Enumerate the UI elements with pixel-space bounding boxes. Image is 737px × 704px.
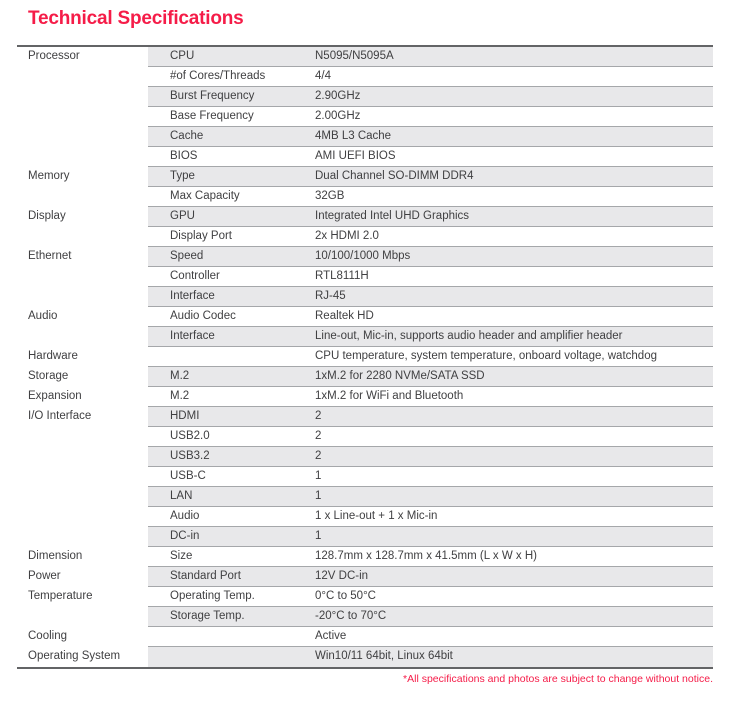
spec-band [148,627,713,647]
table-row [17,347,713,367]
spec-label-cell: USB2.0 [170,430,210,442]
table-row [17,467,713,487]
category-cell [17,487,148,507]
spec-label-cell: Base Frequency [170,110,254,122]
table-row [17,227,713,247]
table-row [17,87,713,107]
spec-value-cell: AMI UEFI BIOS [315,150,396,162]
spec-label-cell: Operating Temp. [170,590,255,602]
spec-band [148,107,713,127]
spec-value-cell: 128.7mm x 128.7mm x 41.5mm (L x W x H) [315,550,537,562]
table-row [17,507,713,527]
spec-label-cell: Max Capacity [170,190,240,202]
category-cell: Dimension [17,547,148,567]
spec-band [148,147,713,167]
spec-label-cell: USB3.2 [170,450,210,462]
category-cell: Operating System [17,647,148,667]
category-cell [17,327,148,347]
spec-value-cell: RJ-45 [315,290,346,302]
spec-value-cell: Line-out, Mic-in, supports audio header and amplifier header [315,330,623,342]
category-cell [17,227,148,247]
page-title: Technical Specifications [28,8,244,29]
spec-label-cell: Size [170,550,193,562]
spec-label-cell: Speed [170,250,204,262]
category-cell: Storage [17,367,148,387]
spec-value-cell: Dual Channel SO-DIMM DDR4 [315,170,474,182]
spec-value-cell: 1 [315,530,322,542]
spec-value-cell: Win10/11 64bit, Linux 64bit [315,650,453,662]
spec-label-cell: Interface [170,290,215,302]
spec-label-cell: HDMI [170,410,200,422]
spec-band [148,267,713,287]
table-row [17,107,713,127]
spec-value-cell: 0°C to 50°C [315,590,376,602]
table-row [17,407,713,427]
spec-band [148,447,713,467]
spec-label-cell: Audio [170,510,200,522]
table-row [17,387,713,407]
category-cell [17,67,148,87]
spec-value-cell: -20°C to 70°C [315,610,387,622]
spec-value-cell: 1 [315,470,322,482]
spec-band [148,567,713,587]
category-cell: Ethernet [17,247,148,267]
spec-value-cell: 2 [315,430,322,442]
spec-label-cell: Display Port [170,230,232,242]
spec-value-cell: 4/4 [315,70,331,82]
category-cell [17,187,148,207]
spec-label-cell: GPU [170,210,195,222]
spec-value-cell: 1xM.2 for WiFi and Bluetooth [315,390,464,402]
table-row [17,427,713,447]
table-row [17,367,713,387]
spec-value-cell: CPU temperature, system temperature, onboard voltage, watchdog [315,350,657,362]
table-row [17,607,713,627]
spec-value-cell: 2 [315,450,322,462]
spec-label-cell [148,347,315,366]
spec-band [148,587,713,607]
footnote: *All specifications and photos are subject to change without notice. [403,673,713,685]
spec-value-cell: RTL8111H [315,270,369,282]
category-cell: Temperature [17,587,148,607]
spec-label-cell: Standard Port [170,570,241,582]
table-row [17,167,713,187]
spec-value-cell: 2.00GHz [315,110,361,122]
spec-label-cell: USB-C [170,470,206,482]
spec-label-cell: CPU [170,50,195,62]
table-row [17,127,713,147]
spec-band [148,227,713,247]
spec-label-cell: Controller [170,270,220,282]
spec-band [148,87,713,107]
spec-value-cell: 10/100/1000 Mbps [315,250,411,262]
category-cell [17,107,148,127]
table-row [17,247,713,267]
spec-band [148,247,713,267]
spec-band [148,407,713,427]
table-row [17,447,713,467]
category-cell [17,447,148,467]
spec-band [148,527,713,547]
table-row [17,527,713,547]
spec-band [148,507,713,527]
spec-label-cell: Audio Codec [170,310,236,322]
spec-value-cell: 4MB L3 Cache [315,130,392,142]
table-row [17,327,713,347]
spec-band [148,647,713,667]
category-cell: Processor [17,47,148,67]
category-cell [17,527,148,547]
category-cell [17,467,148,487]
table-row [17,307,713,327]
spec-label-cell: Burst Frequency [170,90,255,102]
category-cell: Display [17,207,148,227]
spec-band [148,427,713,447]
spec-band [148,327,713,347]
spec-value-cell: 12V DC-in [315,570,369,582]
spec-value-cell: 2x HDMI 2.0 [315,230,379,242]
spec-label-cell: Type [170,170,195,182]
spec-label-cell [148,647,315,667]
spec-value-cell: 32GB [315,190,345,202]
table-row [17,207,713,227]
spec-band [148,47,713,67]
spec-label-cell: Storage Temp. [170,610,245,622]
spec-band [148,187,713,207]
category-cell: Memory [17,167,148,187]
spec-label-cell: M.2 [170,390,190,402]
category-cell: Cooling [17,627,148,647]
table-row [17,147,713,167]
spec-label-cell: Cache [170,130,204,142]
spec-band [148,367,713,387]
category-cell [17,607,148,627]
category-cell [17,87,148,107]
table-row [17,487,713,507]
spec-label-cell [148,627,315,646]
table-row [17,187,713,207]
spec-band [148,467,713,487]
category-cell [17,427,148,447]
category-cell [17,127,148,147]
spec-band [148,207,713,227]
spec-value-cell: N5095/N5095A [315,50,394,62]
table-row [17,47,713,67]
table-row [17,587,713,607]
category-cell: I/O Interface [17,407,148,427]
spec-label-cell: M.2 [170,370,190,382]
spec-band [148,67,713,87]
category-cell: Expansion [17,387,148,407]
category-cell [17,287,148,307]
spec-label-cell: DC-in [170,530,200,542]
spec-label-cell: LAN [170,490,193,502]
spec-value-cell: Active [315,630,347,642]
spec-label-cell: Interface [170,330,215,342]
spec-value-cell: 1 [315,490,322,502]
spec-band [148,167,713,187]
spec-value-cell: 2.90GHz [315,90,361,102]
category-cell [17,267,148,287]
category-cell: Audio [17,307,148,327]
spec-band [148,487,713,507]
table-row [17,647,713,667]
spec-value-cell: 1 x Line-out + 1 x Mic-in [315,510,438,522]
spec-table [17,45,713,669]
spec-band [148,127,713,147]
table-row [17,567,713,587]
spec-band [148,347,713,367]
spec-band [148,287,713,307]
category-cell [17,147,148,167]
table-row [17,627,713,647]
table-row [17,267,713,287]
spec-value-cell: 1xM.2 for 2280 NVMe/SATA SSD [315,370,485,382]
category-cell [17,507,148,527]
spec-value-cell: Integrated Intel UHD Graphics [315,210,470,222]
table-row [17,67,713,87]
spec-label-cell: BIOS [170,150,198,162]
spec-value-cell: Realtek HD [315,310,374,322]
table-row [17,547,713,567]
spec-band [148,547,713,567]
spec-band [148,607,713,627]
spec-band [148,307,713,327]
category-cell: Power [17,567,148,587]
spec-value-cell: 2 [315,410,322,422]
spec-band [148,387,713,407]
table-row [17,287,713,307]
category-cell: Hardware [17,347,148,367]
spec-label-cell: #of Cores/Threads [170,70,266,82]
